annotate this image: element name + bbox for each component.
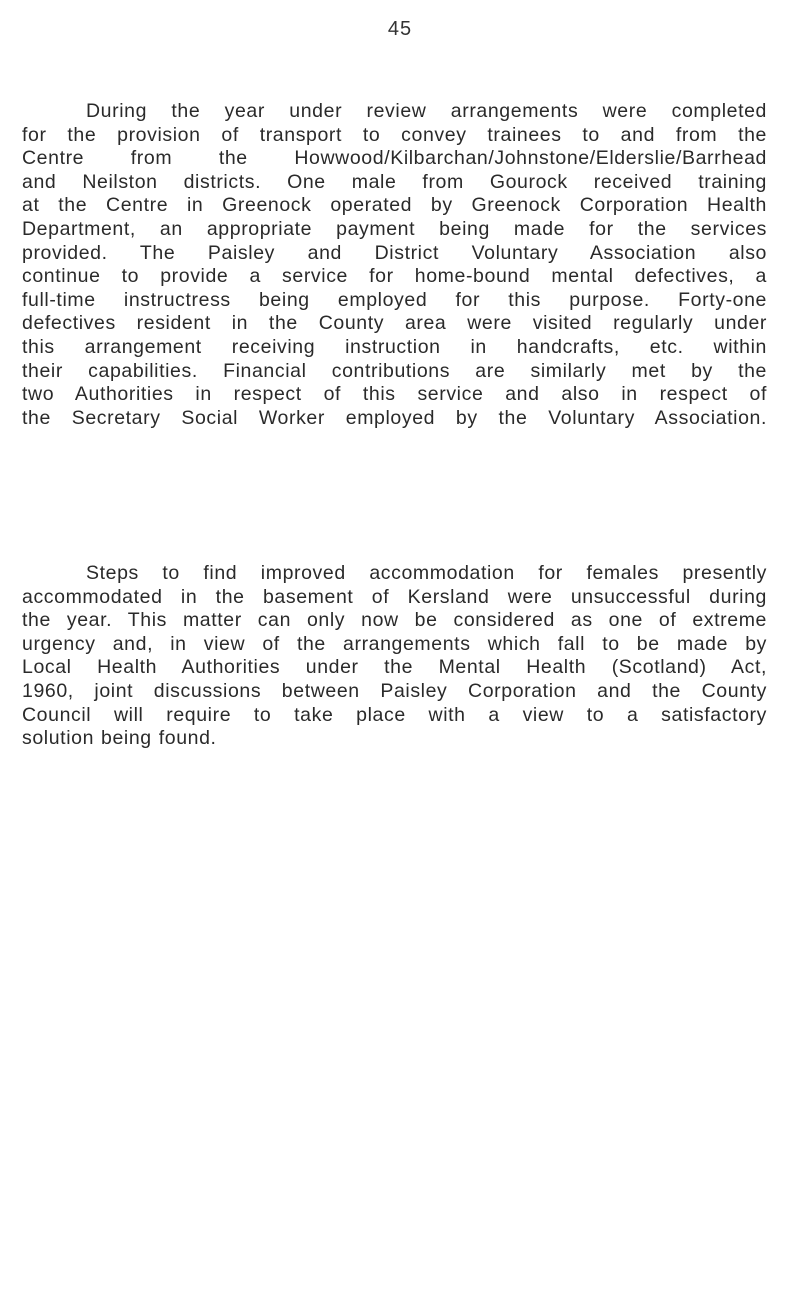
page-number: 45 (387, 18, 413, 40)
text-line: Steps to find improved accommodation for females presently (86, 562, 767, 584)
text-line: solution being found. (22, 727, 217, 750)
text-line: continue to provide a service for home-bound mental defectives, a (22, 265, 767, 288)
text-line: Department, an appropriate payment being made for the services (22, 217, 767, 240)
text-line: the year. This matter can only now be considered as one of extreme (22, 609, 767, 632)
text-line: defectives resident in the County area were visited regularly under (22, 312, 767, 335)
paragraph-transport-arrangements (22, 100, 767, 430)
text-line: Local Health Authorities under the Mental Health (Scotland) Act, (22, 656, 767, 679)
text-line: urgency and, in view of the arrangements which fall to be made by (22, 632, 767, 655)
paragraph-accommodation (22, 562, 767, 751)
text-line: accommodated in the basement of Kersland were unsuccessful during (22, 585, 767, 608)
text-line: at the Centre in Greenock operated by Greenock Corporation Health (22, 194, 767, 217)
text-line: provided. The Paisley and District Voluntary Association also (22, 241, 767, 264)
text-line: Council will require to take place with a view to a satisfactory (22, 703, 767, 726)
text-line: During the year under review arrangements were completed (86, 100, 767, 122)
text-line: this arrangement receiving instruction in handcrafts, etc. within (22, 335, 767, 358)
text-line: their capabilities. Financial contributions are similarly met by the (22, 359, 767, 382)
text-line: the Secretary Social Worker employed by the Voluntary Association. (22, 406, 767, 429)
text-line: and Neilston districts. One male from Gourock received training (22, 170, 767, 193)
text-line: 1960, joint discussions between Paisley Corporation and the County (22, 679, 767, 702)
text-line: Centre from the Howwood/Kilbarchan/Johnstone/Elderslie/Barrhead (22, 147, 767, 170)
text-line: full-time instructress being employed for this purpose. Forty-one (22, 288, 767, 311)
text-line: two Authorities in respect of this service and also in respect of (22, 383, 767, 406)
text-line: for the provision of transport to convey trainees to and from the (22, 123, 767, 146)
